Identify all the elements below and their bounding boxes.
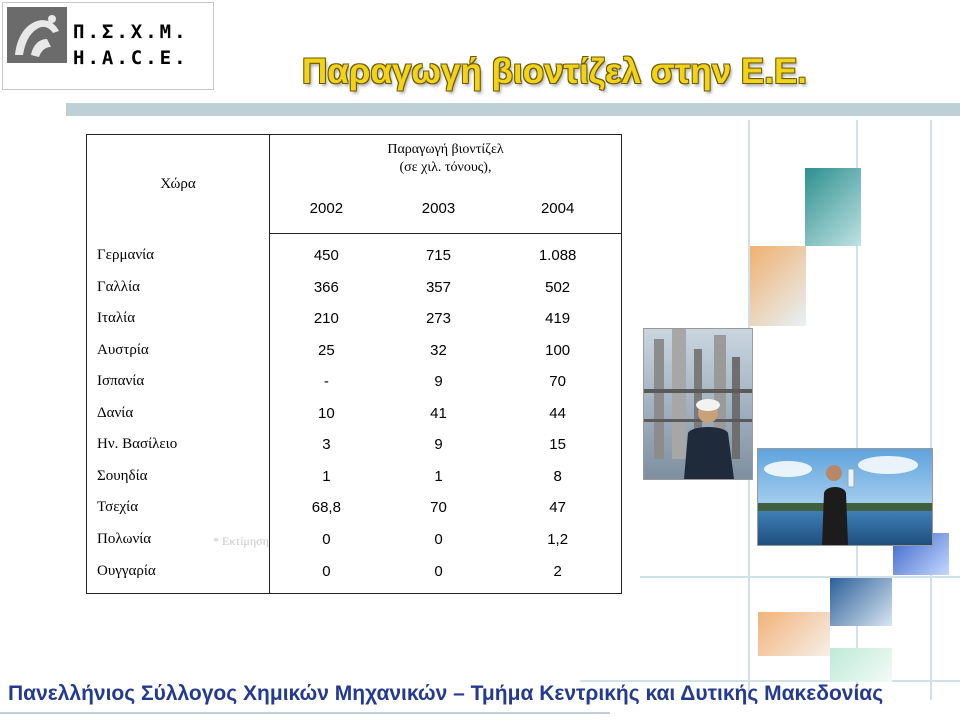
decor-line [930,120,932,700]
value-cell: 70 [549,373,566,391]
value-cell: 68,8 [311,499,341,517]
country-cell: Πολωνία [87,524,270,556]
country-cell: Γαλλία [87,271,270,303]
logo-line-2: Η.Α.C.Ε. [73,47,189,69]
table-row [87,366,622,398]
country-cell: Ουγγαρία [87,555,270,593]
footer-underline [0,712,610,714]
country-cell: Γερμανία [87,233,270,271]
value-cell: 41 [430,404,447,422]
value-cell: 357 [425,278,451,296]
biodiesel-production-table [86,134,622,594]
table-row [87,398,622,430]
value-cell: 70 [430,499,447,517]
table-row [87,334,622,366]
value-cell: 100 [545,341,571,359]
value-cell: 15 [549,436,566,454]
decor-square [830,578,892,626]
value-cell: 9 [434,436,443,454]
value-cell: 450 [313,247,339,265]
table-row [87,271,622,303]
value-cell: 366 [313,278,339,296]
estimate-note: * Εκτίμηση [213,534,269,548]
logo-emblem-icon [7,7,67,63]
value-cell: 8 [553,467,562,485]
table-row [87,461,622,493]
value-cell: - [323,373,329,391]
country-cell: Αυστρία [87,334,270,366]
value-cell: 715 [425,247,451,265]
table-row [87,233,622,271]
value-cell: 10 [318,404,335,422]
value-cell: 44 [549,404,566,422]
value-cell: 9 [434,373,443,391]
title-underline [66,103,960,116]
table-row [87,303,622,335]
table-row [87,492,622,524]
logo-text [73,19,189,71]
country-cell: Ισπανία [87,366,270,398]
value-cell: 0 [434,562,443,580]
value-cell: 2 [553,562,562,580]
value-cell: 502 [545,278,571,296]
country-cell: Σουηδία [87,461,270,493]
decor-square [830,648,892,682]
country-cell: Ην. Βασίλειο [87,429,270,461]
value-cell: 25 [318,341,335,359]
footer-organization: Πανελλήνιος Σύλλογος Χημικών Μηχανικών – Τμήμα Κεντρικής και Δυτικής Μακεδονίας [8,682,884,705]
value-cell: 1 [434,467,443,485]
value-cell: 1.088 [538,247,577,265]
production-group-header [270,135,622,184]
logo-line-1: Π.Σ.Χ.Μ. [73,21,189,43]
country-cell: Τσεχία [87,492,270,524]
country-cell: Δανία [87,398,270,430]
value-cell: 1 [322,467,331,485]
value-cell: 210 [313,310,339,328]
decor-square [805,168,861,246]
year-header: 2002 [270,184,383,233]
decor-square [750,246,806,326]
production-header-line-2: (σε χιλ. τόνους), [399,160,492,176]
logo [2,2,214,90]
refinery-worker-photo [643,328,753,480]
value-cell: 0 [434,531,443,549]
year-header: 2004 [494,184,621,233]
value-cell: 419 [545,310,571,328]
table-row [87,555,622,593]
table-row [87,524,622,556]
value-cell: 0 [322,531,331,549]
table-row [87,429,622,461]
production-header-line-1: Παραγωγή βιοντίζελ [387,142,504,158]
value-cell: 0 [322,562,331,580]
year-header: 2003 [383,184,495,233]
value-cell: 32 [430,341,447,359]
value-cell: 3 [322,436,331,454]
country-column-header: Χώρα [87,135,270,234]
table-header-row [87,135,622,184]
decor-square [758,612,830,656]
page-title: Παραγωγή βιοντίζελ στην Ε.Ε. [302,52,808,91]
value-cell: 47 [549,499,566,517]
decor-line [640,576,960,578]
woman-with-flask-lake-photo [757,448,933,546]
country-cell: Ιταλία [87,303,270,335]
value-cell: 1,2 [547,531,569,549]
value-cell: 273 [425,310,451,328]
